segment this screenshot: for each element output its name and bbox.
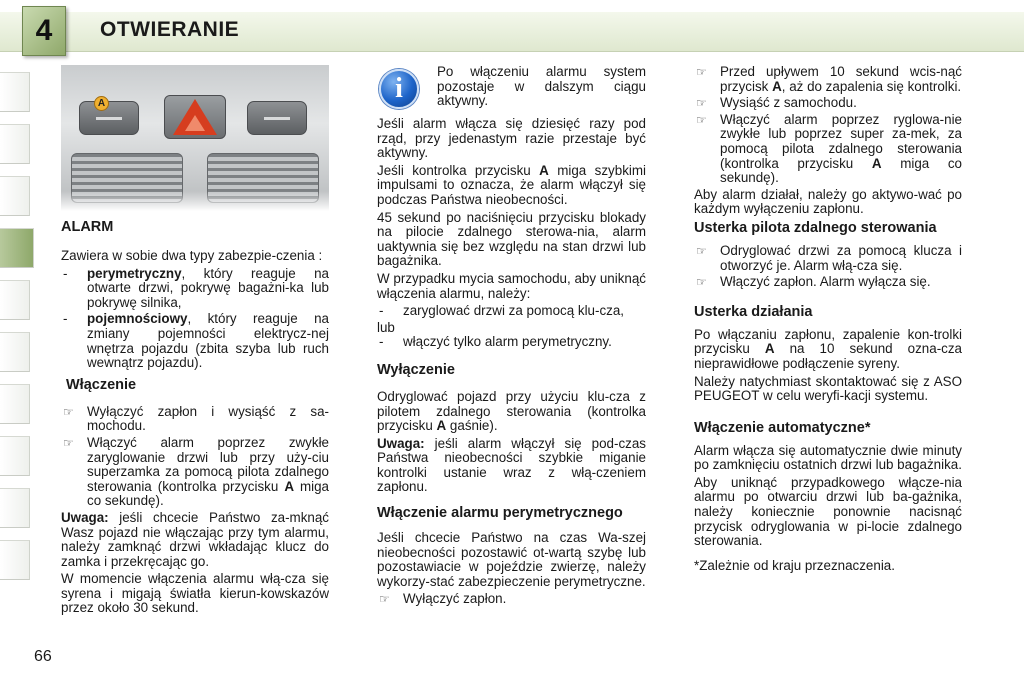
chapter-tab <box>22 6 66 56</box>
step-item: ☞ Włączyć alarm poprzez zwykłe zaryglowanie drzwi lub przy uży-ciu superzamka za pomocą pilota zdalnego sterowania (kontrolka przycisku A miga co sekundę). <box>63 434 329 509</box>
step-item: ☞ Przed upływem 10 sekund wcis-nąć przycisk A, aż do zapalenia się kontrolki. <box>696 64 962 94</box>
chapter-number: 4 <box>35 14 53 47</box>
perimeter-paragraph: Jeśli chcecie Państwo na czas Wa-szej nieobecności pozostawić ot-wartą szybę lub pozostawiacie w pojeździe zwierzę, należy wykorzy-stać zabezpieczenie perymetryczne. <box>377 530 646 589</box>
side-tab[interactable] <box>0 384 30 424</box>
perimeter-heading: Włączenie alarmu perymetrycznego <box>377 505 623 522</box>
check-paragraph: Należy natychmiast skontaktować się z ASO PEUGEOT w celu weryfi-kacji systemu. <box>694 373 962 404</box>
alarm-heading: ALARM <box>61 219 114 235</box>
pointing-hand-icon: ☞ <box>63 435 74 450</box>
side-tabs <box>0 72 34 612</box>
alarm-intro: Zawiera w sobie dwa typy zabezpie-czenia : <box>61 248 323 263</box>
alarm-type-item: - perymetryczny, który reaguje na otwarte drzwi, pokrywę bagażni-ka lub pokrywę silnika, <box>63 265 329 310</box>
side-tab[interactable] <box>0 436 30 476</box>
auto-paragraph: Alarm włącza się automatycznie dwie minuty po zamknięciu ostatnich drzwi lub bagażnika. <box>694 442 962 473</box>
alarm-type-term: perymetryczny <box>87 265 182 281</box>
page-title: OTWIERANIE <box>100 18 240 41</box>
alarm-type-item: - pojemnościowy, który reaguje na zmiany pojemności elektrycz-nej wnętrza pojazdu (zbita szyba lub ruch wewnątrz pojazdu). <box>63 311 329 371</box>
wash-item: - włączyć tylko alarm perymetryczny. <box>379 334 612 350</box>
side-tab[interactable] <box>0 280 30 320</box>
note: Uwaga: jeśli chcecie Państwo za-mknąć Wasz pojazd nie włączając przy tym alarmu, należy zamknąć drzwi wkładając klucz do zamka i przekręcając go. <box>61 509 329 569</box>
remote-fault-heading: Usterka pilota zdalnego sterowania <box>694 219 937 236</box>
delay-paragraph: 45 sekund po naciśnięciu przycisku blokady na pilocie zdalnego sterowa-nia, alarm uaktywnia się bez względu na stan drzwi lub bagażnika. <box>377 209 646 269</box>
side-tab[interactable] <box>0 176 30 216</box>
side-tab[interactable] <box>0 488 30 528</box>
wash-or: lub <box>377 319 395 335</box>
footnote: *Zależnie od kraju przeznaczenia. <box>694 557 895 573</box>
page-number: 66 <box>34 648 52 665</box>
step-item: ☞ Włączyć alarm poprzez ryglowa-nie zwykłe lub poprzez super za-mek, za pomocą pilota zdalnego sterowania (kontrolka przycisku A miga co sekundę). <box>696 111 963 186</box>
alarm-type-term: pojemnościowy <box>87 311 188 327</box>
pointing-hand-icon: ☞ <box>696 65 707 79</box>
ten-times-paragraph: Jeśli alarm włącza się dziesięć razy pod rząd, przy jedenastym razie przestaje być aktywny. <box>377 116 646 161</box>
column-2 <box>377 65 646 609</box>
operation-fault-paragraph: Po włączaniu zapłonu, zapalenie kon-trolki przycisku A na 10 sekund ozna-cza nieprawidłowe podłączenie syreny. <box>694 326 963 371</box>
column-3 <box>694 65 962 573</box>
pointing-hand-icon: ☞ <box>696 112 707 127</box>
info-box <box>377 65 646 111</box>
step-item: ☞ Wyłączyć zapłon. <box>379 591 507 607</box>
step-item: ☞ Wysiąść z samochodu. <box>696 95 857 111</box>
auto-heading: Włączenie automatyczne* <box>694 419 871 436</box>
auto-avoid-paragraph: Aby uniknąć przypadkowego włącze-nia alarmu po otwarciu drzwi lub ba-gażnika, należy koniecznie ponownie nacisnąć przycisk odryglowania w pi-locie zdalnego sterowania. <box>694 474 962 549</box>
dashboard-illustration <box>61 65 329 211</box>
pointing-hand-icon: ☞ <box>696 275 707 290</box>
pointing-hand-icon: ☞ <box>379 592 390 607</box>
button-a-badge: A <box>94 96 109 111</box>
trigger-paragraph: W momencie włączenia alarmu włą-cza się syrena i migają światła kierun-kowskazów przez około 30 sekund. <box>61 571 329 616</box>
wylaczenie-heading: Wyłączenie <box>377 361 455 378</box>
right-switch <box>247 101 307 135</box>
pointing-hand-icon: ☞ <box>696 243 707 258</box>
side-tab[interactable] <box>0 332 30 372</box>
left-switch <box>79 101 139 135</box>
step-item: ☞ Włączyć zapłon. Alarm wyłącza się. <box>696 274 931 290</box>
operation-fault-heading: Usterka działania <box>694 303 813 320</box>
wash-paragraph: W przypadku mycia samochodu, aby uniknąć włączenia alarmu, należy: <box>377 270 646 301</box>
side-tab[interactable] <box>0 72 30 112</box>
step-item: ☞ Wyłączyć zapłon i wysiąść z sa-mochodu. <box>63 403 329 434</box>
pointing-hand-icon: ☞ <box>696 96 707 111</box>
wylaczenie-paragraph: Odryglować pojazd przy użyciu klu-cza z pilotem zdalnego sterowania (kontrolka przycisku A gaśnie). <box>377 388 646 434</box>
wlaczenie-heading: Włączenie <box>66 376 137 393</box>
note: Uwaga: jeśli alarm włączył się pod-czas Państwa nieobecności szybkie miganie kontrolki ustanie wraz z włą-czeniem zapłonu. <box>377 435 646 495</box>
column-1 <box>61 65 329 619</box>
wash-item: - zaryglować drzwi za pomocą klu-cza, <box>379 303 625 319</box>
hazard-triangle-inner-icon <box>185 115 205 131</box>
side-tab[interactable] <box>0 124 30 164</box>
reactivate-paragraph: Aby alarm działał, należy go aktywo-wać po każdym wyłączeniu zapłonu. <box>694 186 962 217</box>
lamp-paragraph: Jeśli kontrolka przycisku A miga szybkimi impulsami to oznacza, że alarm włączył się podczas Państwa nieobecności. <box>377 162 646 207</box>
info-text: Po włączeniu alarmu system pozostaje w dalszym ciągu aktywny. <box>437 64 646 109</box>
side-tab[interactable] <box>0 540 30 580</box>
pointing-hand-icon: ☞ <box>63 404 74 419</box>
step-item: ☞ Odryglować drzwi za pomocą klucza i otworzyć je. Alarm włą-cza się. <box>696 242 962 273</box>
info-icon: i <box>379 69 419 109</box>
side-tab-active[interactable] <box>0 228 34 268</box>
illustration-fade <box>61 191 329 211</box>
